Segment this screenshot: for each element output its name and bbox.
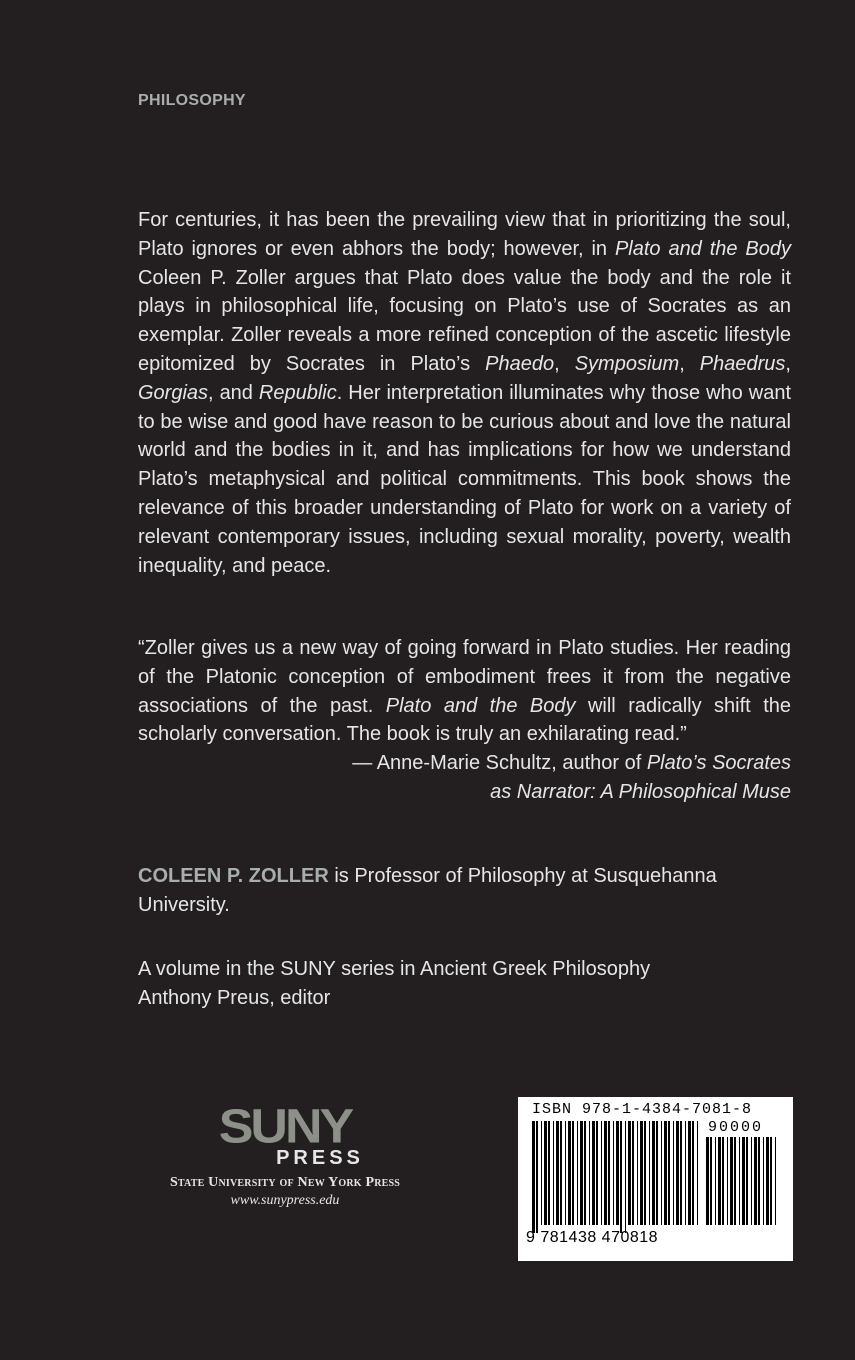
barcode-bar — [601, 1121, 602, 1225]
barcode-bar — [668, 1121, 670, 1225]
barcode-bar — [592, 1121, 595, 1225]
publisher-url: www.sunypress.edu — [230, 1193, 340, 1208]
attribution-line-2 — [138, 778, 791, 807]
barcode-bar — [746, 1137, 748, 1225]
barcode-bar — [637, 1121, 638, 1225]
barcode-bar — [680, 1121, 682, 1225]
barcode-bar — [661, 1121, 662, 1225]
category-label: PHILOSOPHY — [138, 92, 246, 109]
barcode-bar — [584, 1121, 586, 1225]
separator: , and — [208, 381, 259, 404]
quote-attribution — [138, 749, 791, 807]
work-title: Republic — [258, 381, 337, 404]
barcode-bar — [766, 1137, 769, 1225]
barcode-bar — [556, 1121, 559, 1225]
separator: , — [679, 352, 700, 375]
barcode-bar — [616, 1121, 619, 1225]
barcode-bar — [688, 1121, 691, 1225]
barcode-bar — [608, 1121, 610, 1225]
barcode-bar — [685, 1121, 686, 1225]
attribution-line-1 — [138, 749, 791, 778]
barcode-bar — [734, 1137, 736, 1225]
work-title: Phaedo — [485, 352, 555, 375]
barcode-bar — [763, 1137, 764, 1225]
series-editor: Anthony Preus, editor — [138, 986, 331, 1009]
barcode-bar — [715, 1137, 716, 1225]
barcode-bar — [656, 1121, 658, 1225]
barcode-bar — [664, 1121, 667, 1225]
barcode-bar — [770, 1137, 772, 1225]
attribution-book-title: as Narrator: A Philosophical Muse — [490, 780, 791, 803]
barcode-bar — [572, 1121, 574, 1225]
barcode-bar — [544, 1121, 547, 1225]
description-text: Coleen P. Zoller argues that Plato does value the body and the role it plays in philosophical life, focusing on Plato’s use of Socrates as an exemplar. Zoller reveals a more refined conception of the ascetic lifestyle epitomized by Socrates in Plato’s — [138, 266, 791, 375]
book-title: Plato and the Body — [385, 694, 576, 717]
barcode-bar — [692, 1121, 694, 1225]
work-title: Gorgias — [138, 381, 209, 404]
barcode-bar — [676, 1121, 679, 1225]
barcode-bar — [706, 1137, 709, 1225]
description-text: For centuries, it has been the prevailing view that in prioritizing the soul, Plato ignores or even abhors the body; however, in — [138, 209, 791, 260]
author-name: COLEEN P. ZOLLER — [138, 865, 329, 887]
work-title: Symposium — [574, 352, 680, 375]
barcode-bar — [580, 1121, 583, 1225]
barcode-bar — [565, 1121, 566, 1225]
barcode-addon-bars — [706, 1137, 780, 1233]
bio-text: is Professor of Philosophy at Susquehanna University. — [138, 865, 717, 916]
barcode-bar — [548, 1121, 550, 1225]
barcode-bar — [775, 1137, 776, 1225]
barcode-bar — [644, 1121, 646, 1225]
barcode-bar — [739, 1137, 740, 1225]
quote-text: will radically shift the scholarly conversation. The book is truly an exhilarating read.” — [138, 694, 791, 746]
publisher-logo — [140, 1100, 430, 1209]
book-description — [138, 206, 791, 580]
barcode-bar — [632, 1121, 634, 1225]
barcode-bar — [568, 1121, 571, 1225]
quote-text: “Zoller gives us a new way of going forward in Plato studies. Her reading of the Platonic conception of embodiment frees it from the negative associations of the past. — [138, 637, 791, 717]
barcode-bar — [710, 1137, 712, 1225]
barcode-bar — [541, 1121, 542, 1225]
barcode-bar — [652, 1121, 655, 1225]
barcode-bar — [589, 1121, 590, 1225]
barcode-bar — [673, 1121, 674, 1225]
separator: , — [785, 352, 791, 375]
separator: , — [554, 352, 575, 375]
book-title: Plato and the Body — [614, 237, 792, 260]
barcode-bar — [620, 1121, 622, 1233]
barcode-bar — [532, 1121, 535, 1233]
attribution-author: — Anne-Marie Schultz, author of — [352, 752, 647, 775]
barcode-bar — [722, 1137, 724, 1225]
barcode-bar — [604, 1121, 607, 1225]
barcode-bar — [754, 1137, 757, 1225]
barcode-bar — [742, 1137, 745, 1225]
barcode-bar — [730, 1137, 733, 1225]
isbn-label: ISBN 978-1-4384-7081-8 — [532, 1101, 753, 1118]
barcode-bar — [577, 1121, 578, 1225]
publisher-name: State University of New York Press — [169, 1175, 401, 1190]
barcode-addon-digits: 90000 — [708, 1119, 764, 1136]
barcode-bar — [718, 1137, 721, 1225]
suny-wordmark: SUNY — [218, 1100, 352, 1154]
barcode-bar — [625, 1121, 626, 1233]
quote-paragraph — [138, 634, 791, 749]
barcode-bar — [560, 1121, 562, 1225]
barcode-digits: 9 781438 470818 — [526, 1229, 659, 1246]
barcode-bar — [596, 1121, 598, 1225]
description-paragraph — [138, 206, 791, 580]
barcode-bar — [613, 1121, 614, 1225]
barcode-bar — [553, 1121, 554, 1225]
author-bio — [138, 862, 791, 920]
endorsement-quote — [138, 634, 791, 807]
barcode-bar — [758, 1137, 760, 1225]
series-info — [138, 955, 791, 1013]
barcode-bar — [751, 1137, 752, 1225]
barcode-bar — [628, 1121, 631, 1225]
barcode-bar — [640, 1121, 643, 1225]
series-name: A volume in the SUNY series in Ancient Greek Philosophy — [138, 958, 651, 980]
press-wordmark: PRESS — [276, 1147, 364, 1169]
barcode-bar — [697, 1121, 698, 1225]
bio-paragraph — [138, 862, 791, 920]
barcode-bar — [649, 1121, 650, 1225]
isbn-barcode — [518, 1097, 793, 1261]
barcode-bar — [727, 1137, 728, 1225]
work-title: Phaedrus — [699, 352, 786, 375]
attribution-book-title: Plato’s Socrates — [646, 752, 791, 775]
barcode-bar — [536, 1121, 538, 1233]
barcode-main-bars — [532, 1121, 700, 1233]
description-text: . Her interpretation illuminates why those who want to be wise and good have reason to be curious about and love the natural world and the bodies in it, and has implications for how we understand Plato’s metaphysical and political commitments. This book shows the relevance of this broader understanding of Plato for work on a variety of relevant contemporary issues, including sexual morality, poverty, wealth inequality, and peace. — [138, 381, 792, 577]
